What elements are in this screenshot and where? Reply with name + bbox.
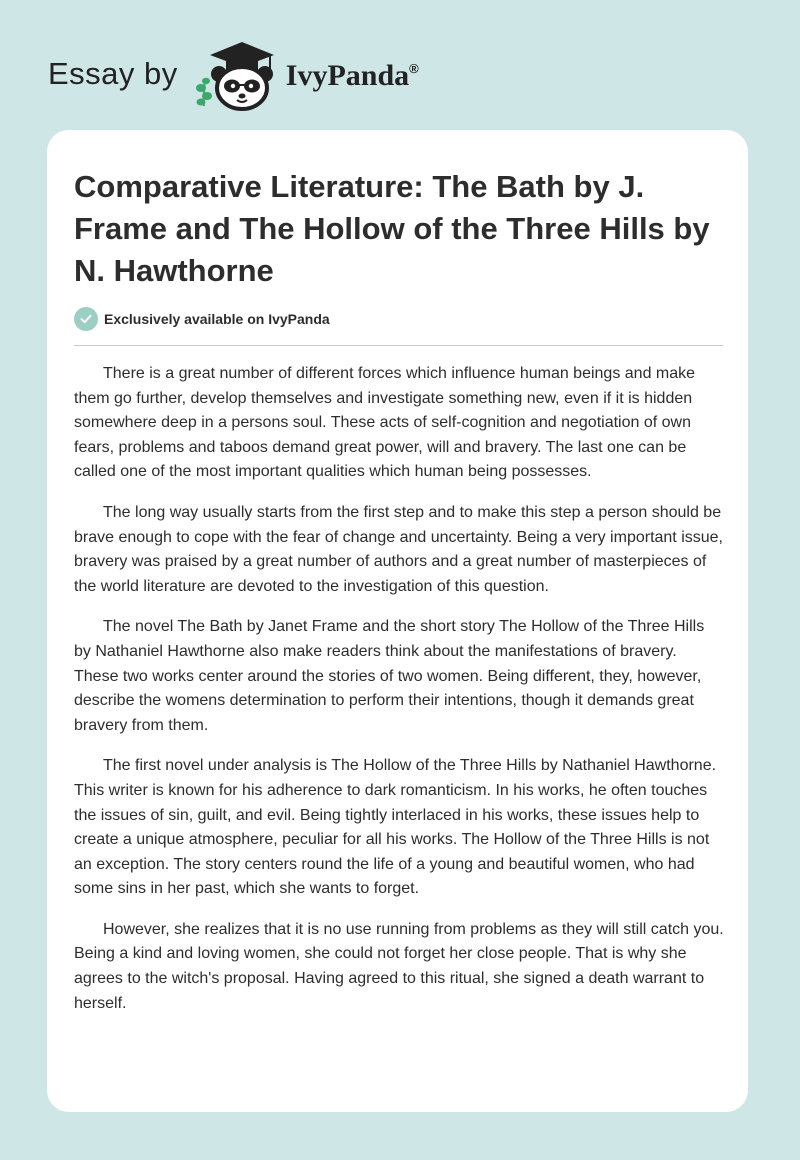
paragraph: The first novel under analysis is The Hollow of the Three Hills by Nathaniel Hawthorne. This writer is known for his adherence to dark romanticism. In his works, he often touches the issues of sin, guilt, and evil. Being tightly interlaced in his works, these issues help to create a unique atmosphere, peculiar for all his works. The Hollow of the Three Hills is not an exception. The story centers round the life of a young and beautiful women, who had some sins in her past, which she wants to forget. (74, 757, 717, 898)
brand-name[interactable]: IvyPanda® (285, 59, 419, 92)
essay-body (74, 362, 724, 1032)
paragraph: The long way usually starts from the first step and to make this step a person should be brave enough to cope with the fear of change and uncertainty. Being a very important issue, bravery was praised by a great number of authors and a great number of masterpieces of the world literature are devoted to the investigation of this question. (74, 503, 723, 595)
page-title: Comparative Literature: The Bath by J. Frame and The Hollow of the Three Hills by N. Hawthorne (74, 169, 710, 288)
ivypanda-logo-icon[interactable] (192, 36, 282, 112)
site-header (48, 34, 419, 114)
exclusive-badge (74, 307, 330, 331)
ivy-leaf-icon (196, 78, 212, 106)
registered-mark: ® (409, 61, 419, 76)
paragraph: However, she realizes that it is no use running from problems as they will still catch you. Being a kind and loving women, she could not forget her close people. That is why she agrees to the witch's proposal. Having agreed to this ritual, she signed a death warrant to herself. (74, 920, 724, 1012)
essay-by-label: Essay by (48, 56, 178, 91)
exclusive-label: Exclusively available on IvyPanda (104, 311, 330, 327)
check-icon (74, 307, 98, 331)
divider (74, 345, 723, 346)
paragraph: The novel The Bath by Janet Frame and the short story The Hollow of the Three Hills by Nathaniel Hawthorne also make readers think about the manifestations of bravery. These two works center around the stories of two women. Being different, they, however, describe the womens determination to perform their intentions, though it demands great bravery from them. (74, 618, 705, 734)
paragraph: There is a great number of different forces which influence human beings and make them go further, develop themselves and investigate something new, even if it is hidden somewhere deep in a persons soul. These acts of self-cognition and negotiation of own fears, problems and taboos demand great power, will and bravery. The last one can be called one of the most important qualities which human being possesses. (74, 365, 696, 481)
essay-card (47, 130, 748, 1112)
